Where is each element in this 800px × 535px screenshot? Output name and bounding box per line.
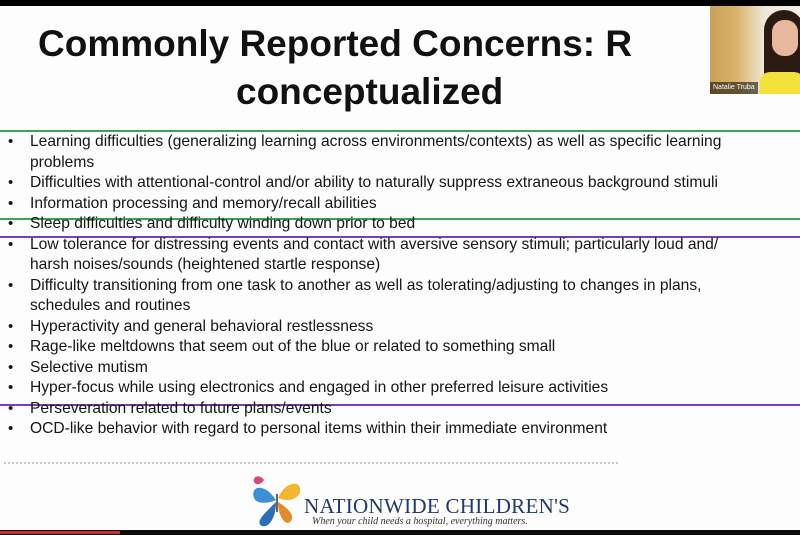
participant-face	[772, 20, 798, 56]
bullet-icon: •	[8, 399, 14, 417]
list-item-continuation: schedules and routines	[30, 297, 191, 314]
bullet-icon: •	[8, 358, 14, 376]
list-item: • Difficulties with attentional-control and/or ability to naturally suppress extraneous background stimuli	[0, 173, 800, 194]
participant-shirt	[760, 72, 800, 94]
presentation-slide	[0, 6, 800, 530]
video-progress-fill[interactable]	[0, 531, 120, 534]
slide-title-line-2: conceptualized	[236, 71, 504, 112]
video-progress-bar[interactable]	[0, 530, 800, 535]
bullet-icon: •	[8, 215, 14, 232]
list-item: • Perseveration related to future plans/events	[0, 399, 800, 420]
bullet-icon: •	[8, 317, 14, 335]
bullet-icon: •	[8, 133, 14, 150]
logo-tagline: When your child needs a hospital, everything matters.	[312, 516, 528, 527]
bullet-icon: •	[8, 420, 14, 437]
concerns-list	[0, 132, 800, 440]
list-item: • Information processing and memory/recall abilities	[0, 194, 800, 215]
list-item: • Rage-like meltdowns that seem out of the blue or related to something small	[0, 337, 800, 358]
bullet-icon: •	[8, 174, 14, 191]
bullet-icon: •	[8, 338, 14, 355]
logo-name: NATIONWIDE CHILDREN'S	[304, 494, 571, 518]
nationwide-childrens-logo	[246, 472, 571, 528]
slide-title-line-1: Commonly Reported Concerns: R	[38, 23, 633, 64]
list-item: • Selective mutism	[0, 358, 800, 379]
list-item: • Low tolerance for distressing events and contact with aversive sensory stimuli; particularly loud and/	[0, 235, 800, 256]
butterfly-logo-icon	[246, 472, 308, 528]
list-item: • Learning difficulties (generalizing learning across environments/contexts) as well as specific learning	[0, 132, 800, 153]
list-item-continuation: problems	[30, 153, 95, 171]
participant-name-label: Natalie Truba	[710, 82, 758, 94]
list-item: • Difficulty transitioning from one task to another as well as tolerating/adjusting to changes in plans,	[0, 276, 800, 297]
list-item: • Sleep difficulties and difficulty winding down prior to bed	[0, 214, 800, 235]
bullet-icon: •	[8, 276, 14, 294]
list-item: • OCD-like behavior with regard to personal items within their immediate environment	[0, 419, 800, 440]
list-item: • Hyper-focus while using electronics and engaged in other preferred leisure activities	[0, 378, 800, 399]
bullet-icon: •	[8, 379, 14, 396]
list-item-continuation: harsh noises/sounds (heightened startle response)	[30, 256, 381, 273]
bullet-icon: •	[8, 194, 14, 212]
bullet-icon: •	[8, 235, 14, 253]
participant-video-tile[interactable]	[710, 6, 800, 94]
dotted-divider	[4, 462, 618, 464]
list-item: • Hyperactivity and general behavioral restlessness	[0, 317, 800, 338]
